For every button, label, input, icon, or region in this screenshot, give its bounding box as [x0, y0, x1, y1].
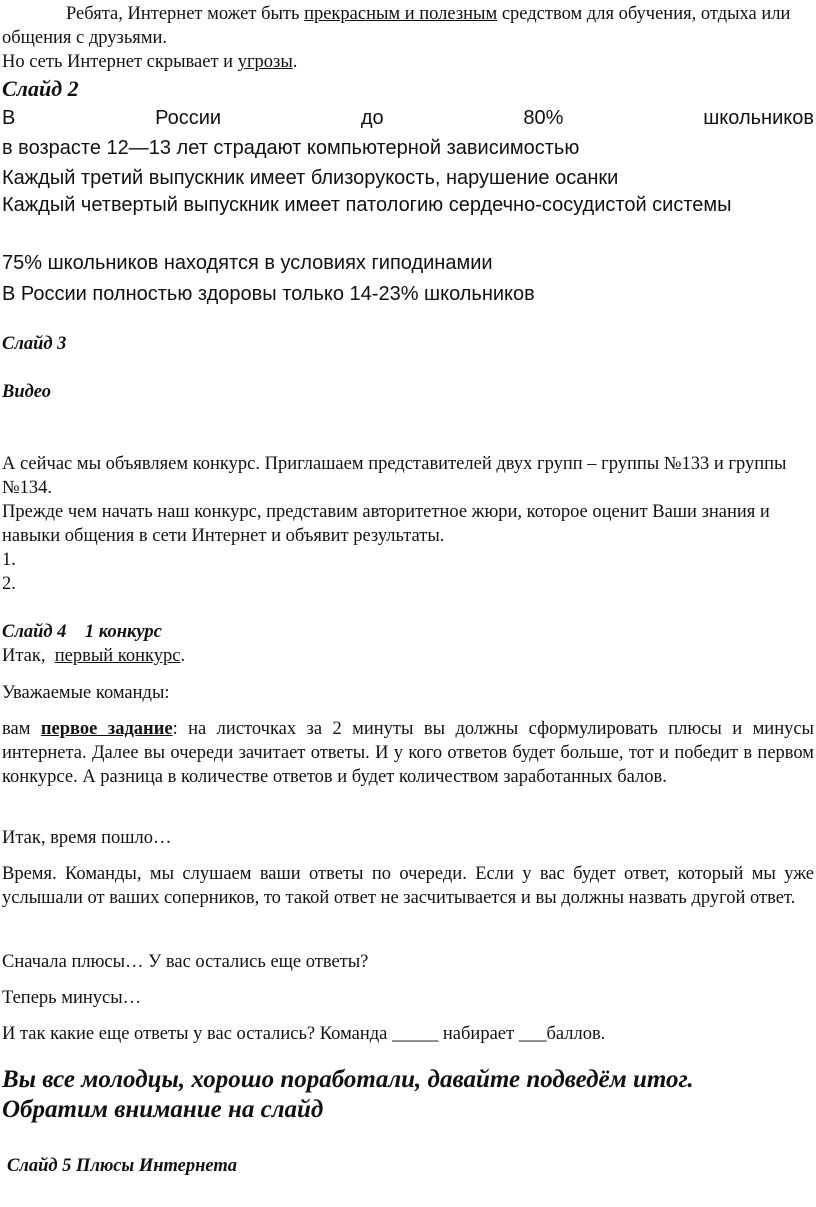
threats-underlined-word: угрозы [237, 52, 293, 72]
first-contest-underlined: первый конкурс [54, 646, 181, 666]
jury-list-item-1: 1. [2, 550, 16, 570]
slide4-line1 [2, 644, 814, 668]
intro-text-end: . [292, 52, 298, 72]
task-text: вам [2, 719, 41, 739]
slide4-task-paragraph [2, 717, 814, 789]
slide4-time-started: Итак, время пошло… [2, 828, 172, 848]
word: 80% [523, 107, 564, 129]
slide4-minuses: Теперь минусы… [2, 988, 142, 1008]
summary-line-2: Обратим внимание на слайд [2, 1096, 324, 1123]
contest-intro-paragraph-2: Прежде чем начать наш конкурс, представим авторитетное жюри, которое оценит Ваши знания и навыки общения в сети Интернет и объявит результаты. [2, 502, 770, 546]
slide2-line1 [2, 103, 814, 133]
slide5-heading: Слайд 5 Плюсы Интернета [7, 1156, 238, 1176]
jury-list-item-2: 2. [2, 574, 16, 594]
intro-text: Ребята, Интернет может быть [66, 4, 305, 24]
slide2-line5: 75% школьников находятся в условиях гиподинамии [2, 252, 493, 274]
word: России [155, 107, 222, 129]
slide4-pluses: Сначала плюсы… У вас остались еще ответы? [2, 952, 369, 972]
slide2-line3: Каждый третий выпускник имеет близорукость, нарушение осанки [2, 167, 619, 189]
slide4-line2: Уважаемые команды: [2, 683, 170, 703]
task-text-rest: : на листочках за 2 минуты вы должны сформулировать плюсы и минусы интернета. Далее вы очереди зачитает ответы. И у кого ответов будет больше, тот и победит в первом конкурсе. А разница в количестве ответов и будет количеством заработанных балов. [2, 719, 814, 787]
slide4-answers-paragraph: Время. Команды, мы слушаем ваши ответы по очереди. Если у вас будет ответ, который мы уже услышали от ваших соперников, то такой ответ не засчитывается и вы должны назвать другой ответ. [2, 864, 814, 908]
slide2-line4: Каждый четвертый выпускник имеет патологию сердечно-сосудистой системы [2, 194, 732, 216]
slide2-line2: в возрасте 12—13 лет страдают компьютерной зависимостью [2, 137, 580, 159]
slide4-text: Итак, [2, 646, 55, 666]
intro-paragraph-1 [2, 2, 814, 50]
slide2-line6: В России полностью здоровы только 14-23% школьников [2, 283, 535, 305]
word: В [2, 107, 16, 129]
slide2-heading: Слайд 2 [2, 76, 79, 101]
intro-text: Но сеть Интернет скрывает и [2, 52, 238, 72]
first-task-bold: первое задание [40, 719, 173, 739]
word: школьников [703, 107, 814, 129]
slide4-score: И так какие еще ответы у вас остались? Команда _____ набирает ___баллов. [2, 1024, 606, 1044]
intro-paragraph-2 [2, 50, 814, 74]
intro-text-end: средством для обучения, отдыха или общения с друзьями. [2, 4, 791, 48]
intro-underlined-phrase: прекрасным и полезным [304, 4, 498, 24]
slide3-video-label: Видео [2, 382, 52, 402]
slide3-heading: Слайд 3 [2, 334, 67, 354]
contest-intro-paragraph-1: А сейчас мы объявляем конкурс. Приглашаем представителей двух групп – группы №133 и группы №134. [2, 454, 787, 498]
word: до [360, 107, 384, 129]
slide4-text-end: . [180, 646, 186, 666]
summary-line-1: Вы все молодцы, хорошо поработали, давайте подведём итог. [2, 1066, 694, 1093]
slide4-heading: Слайд 4 1 конкурс [2, 622, 162, 642]
